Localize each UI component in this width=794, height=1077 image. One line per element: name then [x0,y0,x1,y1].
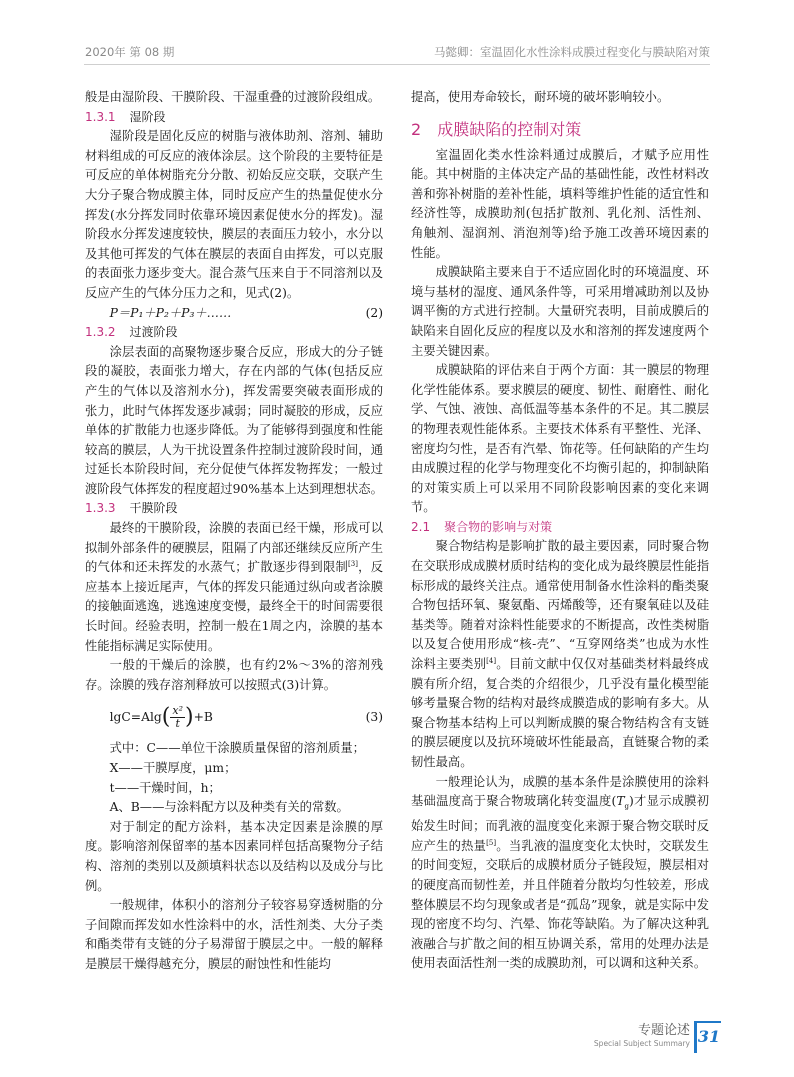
section-title: 过渡阶段 [129,325,178,340]
paragraph: 对于制定的配方涂料，基本决定因素是涂膜的厚度。影响溶剂保留率的基本因素同样包括高聚物分子结构、溶剂的类别以及颜填料状态以及结构以及成分与比例。 [85,819,383,893]
section-number: 1.3.2 [85,325,116,340]
page-number: 31 [694,1021,721,1053]
equation-rhs: ＝P₁＋P₂＋P₃＋…… [117,305,232,320]
equation-2 [85,304,383,324]
text: 最终的干膜阶段，涂膜的表面已经干燥，形成可以拟制外部条件的硬膜层，阻隔了内部还继续反应所产生的气体和还未挥发的水蒸气；扩散逐步得到限制 [85,521,383,575]
section-title: 湿阶段 [129,109,166,124]
equation-tail: +B [193,709,213,724]
paragraph [85,519,383,656]
section-number: 2 [411,119,422,139]
paragraph [411,537,709,772]
denominator: t [175,716,180,730]
section-label-cn: 专题论述 [637,1023,690,1038]
section-title: 成膜缺陷的控制对策 [437,119,582,139]
running-title: 马懿卿：室温固化水性涂料成膜过程变化与膜缺陷对策 [434,45,710,59]
text: )才显示成膜初始发生时间；而乳液的温度变化来源于聚合物交联时反应产生的热量 [411,794,709,853]
equation-number: (3) [365,709,383,724]
definition-line: A、B——与涂料配方以及种类有关的常数。 [109,800,349,815]
section-title: 聚合物的影响与对策 [444,519,553,534]
section-title: 干膜阶段 [129,501,178,516]
section-label-en: Special Subject Summary [593,1039,690,1048]
right-column [411,88,709,974]
paragraph: 涂层表面的高聚物逐步聚合反应，形成大的分子链段的凝胶，表面张力增大，存在内部的气体(包括反应产生的气体以及溶剂水分)，挥发需要突破表面形成的张力，此时气体挥发逐步减弱；同时凝胶的形成，反应单体的扩散能力也逐步降低。为了能够得到强度和性能较高的膜层，人为干扰设置条件控制过渡阶段时间，通过延长本阶段时间，充分促使气体挥发物挥发；一般过渡阶段气体挥发的程度超过90%基本上达到理想状态。 [85,344,383,496]
paragraph: 成膜缺陷的评估来自于两个方面：其一膜层的物理化学性能体系。要求膜层的硬度、韧性、耐磨性、耐化学、气蚀、液蚀、高低温等基本条件的不足。其二膜层的物理表观性能体系。主要技术体系有平整性、光泽、密度均匀性，是否有汽晕、饰花等。任何缺陷的产生均由成膜过程的化学与物理变化不均衡引起的，抑制缺陷的对策实质上可以采用不同阶段影响因素的变化来调节。 [411,363,709,515]
equation-lhs: P [109,305,118,320]
header-divider [84,64,710,65]
section-heading-1-3-2 [85,323,383,343]
definition-line: 式中：C——单位干涂膜质量保留的溶剂质量； [109,741,365,756]
section-label [594,1023,690,1048]
equation-3: lgC=Alg( $\frac{\text{x²}}{t}$ )+B (3) [109,703,383,730]
subscript-g: g [624,802,629,811]
section-number: 1.3.1 [85,109,116,124]
section-heading-2 [411,118,709,142]
text: ，反应基本上接近尾声，气体的挥发只能通过纵向或者涂膜的接触面逃逸，逃逸速度变慢，最终全干的时间需要很长时间。经验表明，控制一般在1周之内，涂膜的基本性能指标满足实际使用。 [85,560,383,653]
paragraph: 般是由湿阶段、干膜阶段、干湿重叠的过渡阶段组成。 [85,90,381,104]
paragraph: 一般规律，体积小的溶剂分子较容易穿透树脂的分子间隙而挥发如水性涂料中的水，活性剂类、大分子类和酯类带有支链的分子易滞留于膜层之中。一般的解释是膜层干燥得越充分，膜层的耐蚀性和性能均 [85,898,383,971]
equation-lhs: lgC=Alg [109,709,162,724]
paragraph: 湿阶段是固化反应的树脂与液体助剂、溶剂、辅助材料组成的可反应的液体涂层。这个阶段的主要特征是可反应的单体树脂充分分散、初始反应交联，交联产生大分子聚合物成膜主体，同时反应产生的热量促使水分挥发(水分挥发同时依靠环境因素促使水分的挥发)。湿阶段水分挥发速度较快，膜层的表面压力较小，水分以及其他可挥发的气体在膜层的表面自由挥发，可以克服的表面张力逐步变大。混合蒸气压来自于不同溶剂以及反应产生的气体分压力之和，见式(2)。 [85,129,383,300]
paragraph [411,773,709,974]
section-number: 1.3.3 [85,501,116,516]
definition-line: X——干膜厚度，μm； [109,761,237,775]
paragraph: 提高，使用寿命较长，耐环境的破坏影响较小。 [411,90,670,104]
citation: [5] [486,838,497,847]
definition-line: t——干燥时间，h； [109,780,221,795]
paragraph: 成膜缺陷主要来自于不适应固化时的环境温度、环境与基材的湿度、通风条件等，可采用增减助剂以及协调平衡的方式进行控制。大量研究表明，目前成膜后的缺陷来自固化反应的程度以及水和溶剂的挥发速度两个主要关键因素。 [411,265,709,358]
paragraph: 一般的干燥后的涂膜，也有约2%～3%的溶剂残存。涂膜的残存溶剂释放可以按照式(3)计算。 [85,658,383,692]
section-heading-1-3-3 [85,499,383,519]
equation-number: (2) [365,305,383,320]
paragraph: 室温固化类水性涂料通过成膜后，才赋予应用性能。其中树脂的主体决定产品的基础性能，改性材料改善和弥补树脂的差补性能，填料等维护性能的适宜性和经济性等，成膜助剂(包括扩散剂、乳化剂、活性剂、角触剂、湿润剂、消泡剂等)给予施工改善环境因素的性能。 [411,147,709,260]
citation: [3] [348,560,358,569]
left-column [85,88,383,975]
citation: [4] [486,657,497,666]
fraction [170,705,185,730]
section-heading-1-3-1 [85,108,383,128]
symbol-T: T [616,794,625,809]
text: 聚合物结构是影响扩散的最主要因素，同时聚合物在交联形成成膜材质时结构的变化成为最终膜层性能指标形成的最终关注点。通常使用制备水性涂料的酯类聚合物包括环氧、聚氨酯、丙烯酸等，还有聚氧硅以及硅基类等。随着对涂料性能要求的不断提高，改性类树脂以及复合使用形成“核-壳”、“互穿网络类”也成为水性涂料主要类别 [411,539,709,672]
section-heading-2-1 [411,518,709,538]
section-number: 2.1 [411,519,431,534]
issue-label: 2020年 第 08 期 [85,45,175,59]
text: 。当乳液的温度变化太快时，交联发生的时间变短，交联后的成膜材质分子链段短，膜层相对的硬度高而韧性差，并且伴随着分散均匀性较差，形成整体膜层不均匀现象或者是“孤岛”现象，就是实际中发现的密度不均匀、汽晕、饰花等缺陷。为了解决这种乳液融合与扩散之间的相互协调关系，常用的处理办法是使用表面活性剂一类的成膜助剂，可以调和这种关系。 [411,838,709,971]
text: 。目前文献中仅仅对基础类材料最终成膜有所介绍，复合类的介绍很少，几乎没有量化模型能够考量聚合物的结构对最终成膜造成的影响有多大。从聚合物基本结构上可以判断成膜的聚合物结构含有支链的膜层硬度以及抗环境破坏性能最高，直链聚合物的柔韧性最高。 [411,657,709,769]
text: 一般理论认为，成膜的基本条件是涂膜使用的涂料基础温度高于聚合物玻璃化转变温度( [411,774,709,809]
numerator: x² [172,703,184,717]
